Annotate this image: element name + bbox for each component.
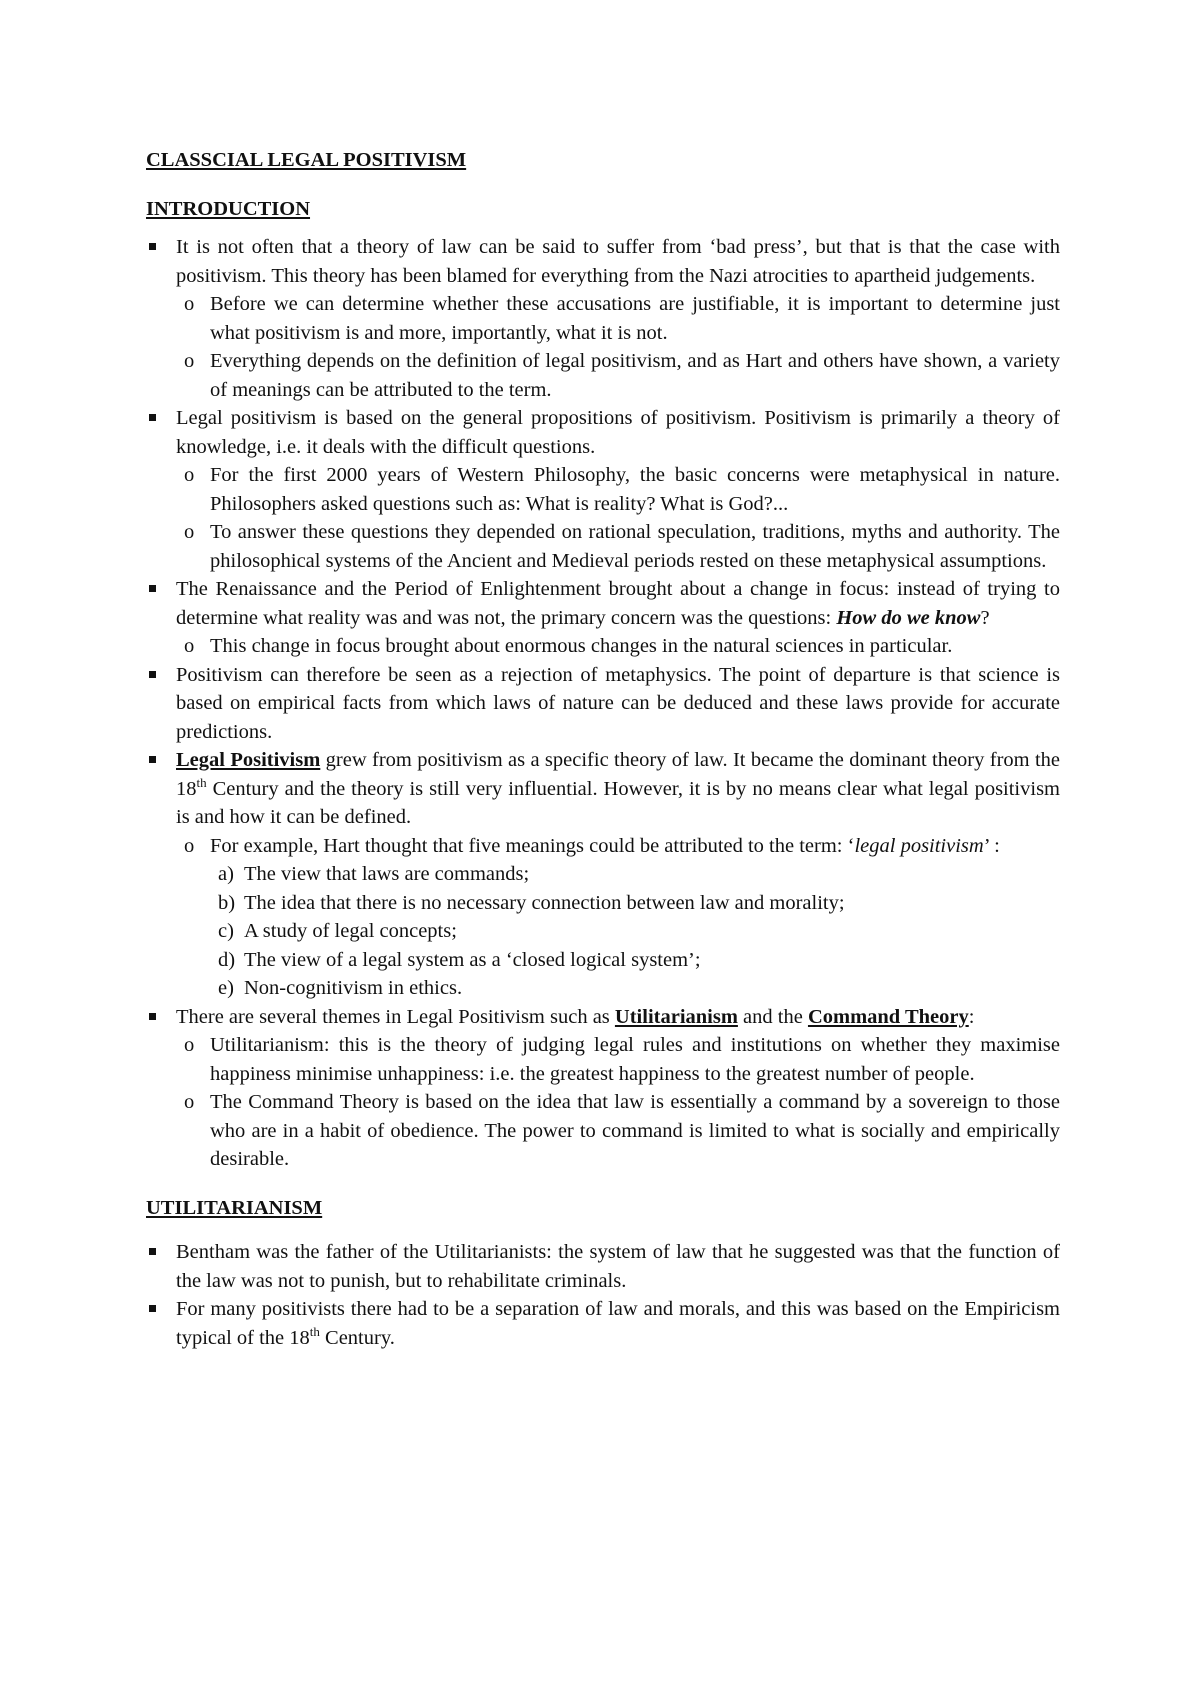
sub-item-text: The Command Theory is based on the idea that law is essentially a command by a sovereign to those who are in a habit of obedience. The power to command is limited to what is socially and empirically desirable. [210, 1091, 1060, 1170]
list-item [146, 233, 1060, 404]
paragraph-text-tail: : [968, 1005, 975, 1028]
sub-list-item [176, 518, 1060, 575]
bold-term: Legal Positivism [176, 749, 321, 771]
paragraph-text: It is not often that a theory of law can be said to suffer from ‘bad press’, but that is that the case with positivism. This theory has been blamed for everything from the Nazi atrocities to apartheid judgements. [176, 236, 1060, 287]
meaning-text: The view of a legal system as a ‘closed logical system’; [244, 948, 701, 971]
square-bullet-icon [149, 671, 156, 678]
square-bullet-icon [149, 1248, 156, 1255]
paragraph-text: grew from positivism as a specific theory of law. It became the dominant theory from the 18 [176, 749, 1060, 800]
square-bullet-icon [149, 585, 156, 592]
sub-list-item [176, 1088, 1060, 1174]
paragraph-text: Bentham was the father of the Utilitarianists: the system of law that he suggested was that the function of the law was not to punish, but to rehabilitate criminals. [176, 1241, 1060, 1292]
meaning-text: A study of legal concepts; [244, 920, 457, 942]
sub-item-text: Everything depends on the definition of legal positivism, and as Hart and others have shown, a variety of meanings can be attributed to the term. [210, 350, 1060, 401]
meaning-item [210, 974, 1060, 1003]
square-bullet-icon [149, 756, 156, 763]
document-page [146, 146, 1060, 1352]
paragraph-text: Century. [319, 1326, 395, 1349]
circle-bullet-icon: o [184, 521, 195, 543]
square-bullet-icon [149, 1013, 156, 1020]
list-item [146, 661, 1060, 747]
section-heading-introduction: INTRODUCTION [146, 197, 311, 220]
paragraph-text: There are several themes in Legal Positivism such as [176, 1005, 615, 1028]
meaning-item [210, 860, 1060, 889]
list-item [146, 1295, 1060, 1352]
sub-list [176, 290, 1060, 404]
sub-list [176, 832, 1060, 1003]
emphasis-text: How do we know [836, 606, 981, 629]
circle-bullet-icon: o [184, 293, 195, 315]
circle-bullet-icon: o [184, 834, 195, 857]
sub-item-text-tail: ’ : [983, 834, 1000, 857]
sub-item-text: For the first 2000 years of Western Philosophy, the basic concerns were metaphysical in nature. Philosophers asked questions such as: What is reality? What is God?... [210, 464, 1060, 515]
item-letter: d) [218, 948, 236, 971]
list-item [146, 746, 1060, 1003]
bold-term: Command Theory [807, 1005, 969, 1028]
sub-list [176, 461, 1060, 575]
meaning-item [210, 946, 1060, 975]
meaning-item [210, 917, 1060, 946]
superscript: th [309, 1323, 320, 1339]
meaning-item [210, 889, 1060, 918]
sub-list [176, 1031, 1060, 1174]
item-letter: b) [218, 891, 236, 914]
section-heading-utilitarianism: UTILITARIANISM [146, 1196, 323, 1219]
sub-item-text: Before we can determine whether these accusations are justifiable, it is important to determine just what positivism is and more, importantly, what it is not. [210, 293, 1060, 344]
paragraph-text: Legal positivism is based on the general propositions of positivism. Positivism is primarily a theory of knowledge, i.e. it deals with the difficult questions. [176, 407, 1060, 458]
sub-list-item [176, 347, 1060, 404]
list-item [146, 1238, 1060, 1295]
list-item [146, 575, 1060, 661]
meaning-text: Non-cognitivism in ethics. [244, 977, 463, 999]
italic-term: legal positivism [854, 834, 984, 857]
introduction-list [146, 233, 1060, 1174]
meaning-text: The view that laws are commands; [244, 863, 530, 885]
paragraph-text: Century and the theory is still very influential. However, it is by no means clear what legal positivism is and how it can be defined. [176, 777, 1060, 828]
item-letter: c) [218, 920, 234, 942]
sub-item-text: Utilitarianism: this is the theory of judging legal rules and institutions on whether they maximise happiness minimise unhappiness: i.e. the greatest happiness to the greatest number of people. [210, 1034, 1060, 1085]
utilitarianism-list [146, 1238, 1060, 1352]
list-item [146, 1003, 1060, 1174]
circle-bullet-icon: o [184, 635, 195, 657]
paragraph-text: The Renaissance and the Period of Enlightenment brought about a change in focus: instead of trying to determine what reality was and was not, the primary concern was the questions: [176, 578, 1060, 629]
item-letter: e) [218, 977, 234, 999]
sub-list [176, 632, 1060, 661]
circle-bullet-icon: o [184, 1034, 195, 1056]
paragraph-text: and the [737, 1005, 808, 1028]
square-bullet-icon [149, 414, 156, 421]
sub-list-item [176, 461, 1060, 518]
paragraph-text-tail: ? [980, 606, 990, 629]
paragraph-text: Positivism can therefore be seen as a rejection of metaphysics. The point of departure is that science is based on empirical facts from which laws of nature can be deduced and these laws provide for accurate predictions. [176, 663, 1060, 743]
list-item [146, 404, 1060, 575]
circle-bullet-icon: o [184, 350, 195, 372]
sub-item-text: To answer these questions they depended on rational speculation, traditions, myths and authority. The philosophical systems of the Ancient and Medieval periods rested on these metaphysical assumptions. [210, 521, 1060, 572]
document-title: CLASSCIAL LEGAL POSITIVISM [146, 149, 467, 171]
sub-list-item [176, 1031, 1060, 1088]
sub-item-text: This change in focus brought about enormous changes in the natural sciences in particular. [210, 635, 953, 657]
paragraph-text: For many positivists there had to be a separation of law and morals, and this was based on the Empiricism typical of the 18 [176, 1298, 1060, 1349]
bold-term: Utilitarianism [614, 1005, 738, 1028]
meanings-list [210, 860, 1060, 1003]
meaning-text: The idea that there is no necessary connection between law and morality; [244, 891, 845, 914]
square-bullet-icon [149, 243, 156, 250]
circle-bullet-icon: o [184, 464, 195, 486]
sub-list-item [176, 832, 1060, 1003]
superscript: th [196, 774, 207, 790]
sub-item-text: For example, Hart thought that five meanings could be attributed to the term: ‘ [210, 834, 855, 857]
sub-list-item [176, 632, 1060, 661]
item-letter: a) [218, 863, 234, 885]
circle-bullet-icon: o [184, 1091, 195, 1113]
sub-list-item [176, 290, 1060, 347]
square-bullet-icon [149, 1305, 156, 1312]
